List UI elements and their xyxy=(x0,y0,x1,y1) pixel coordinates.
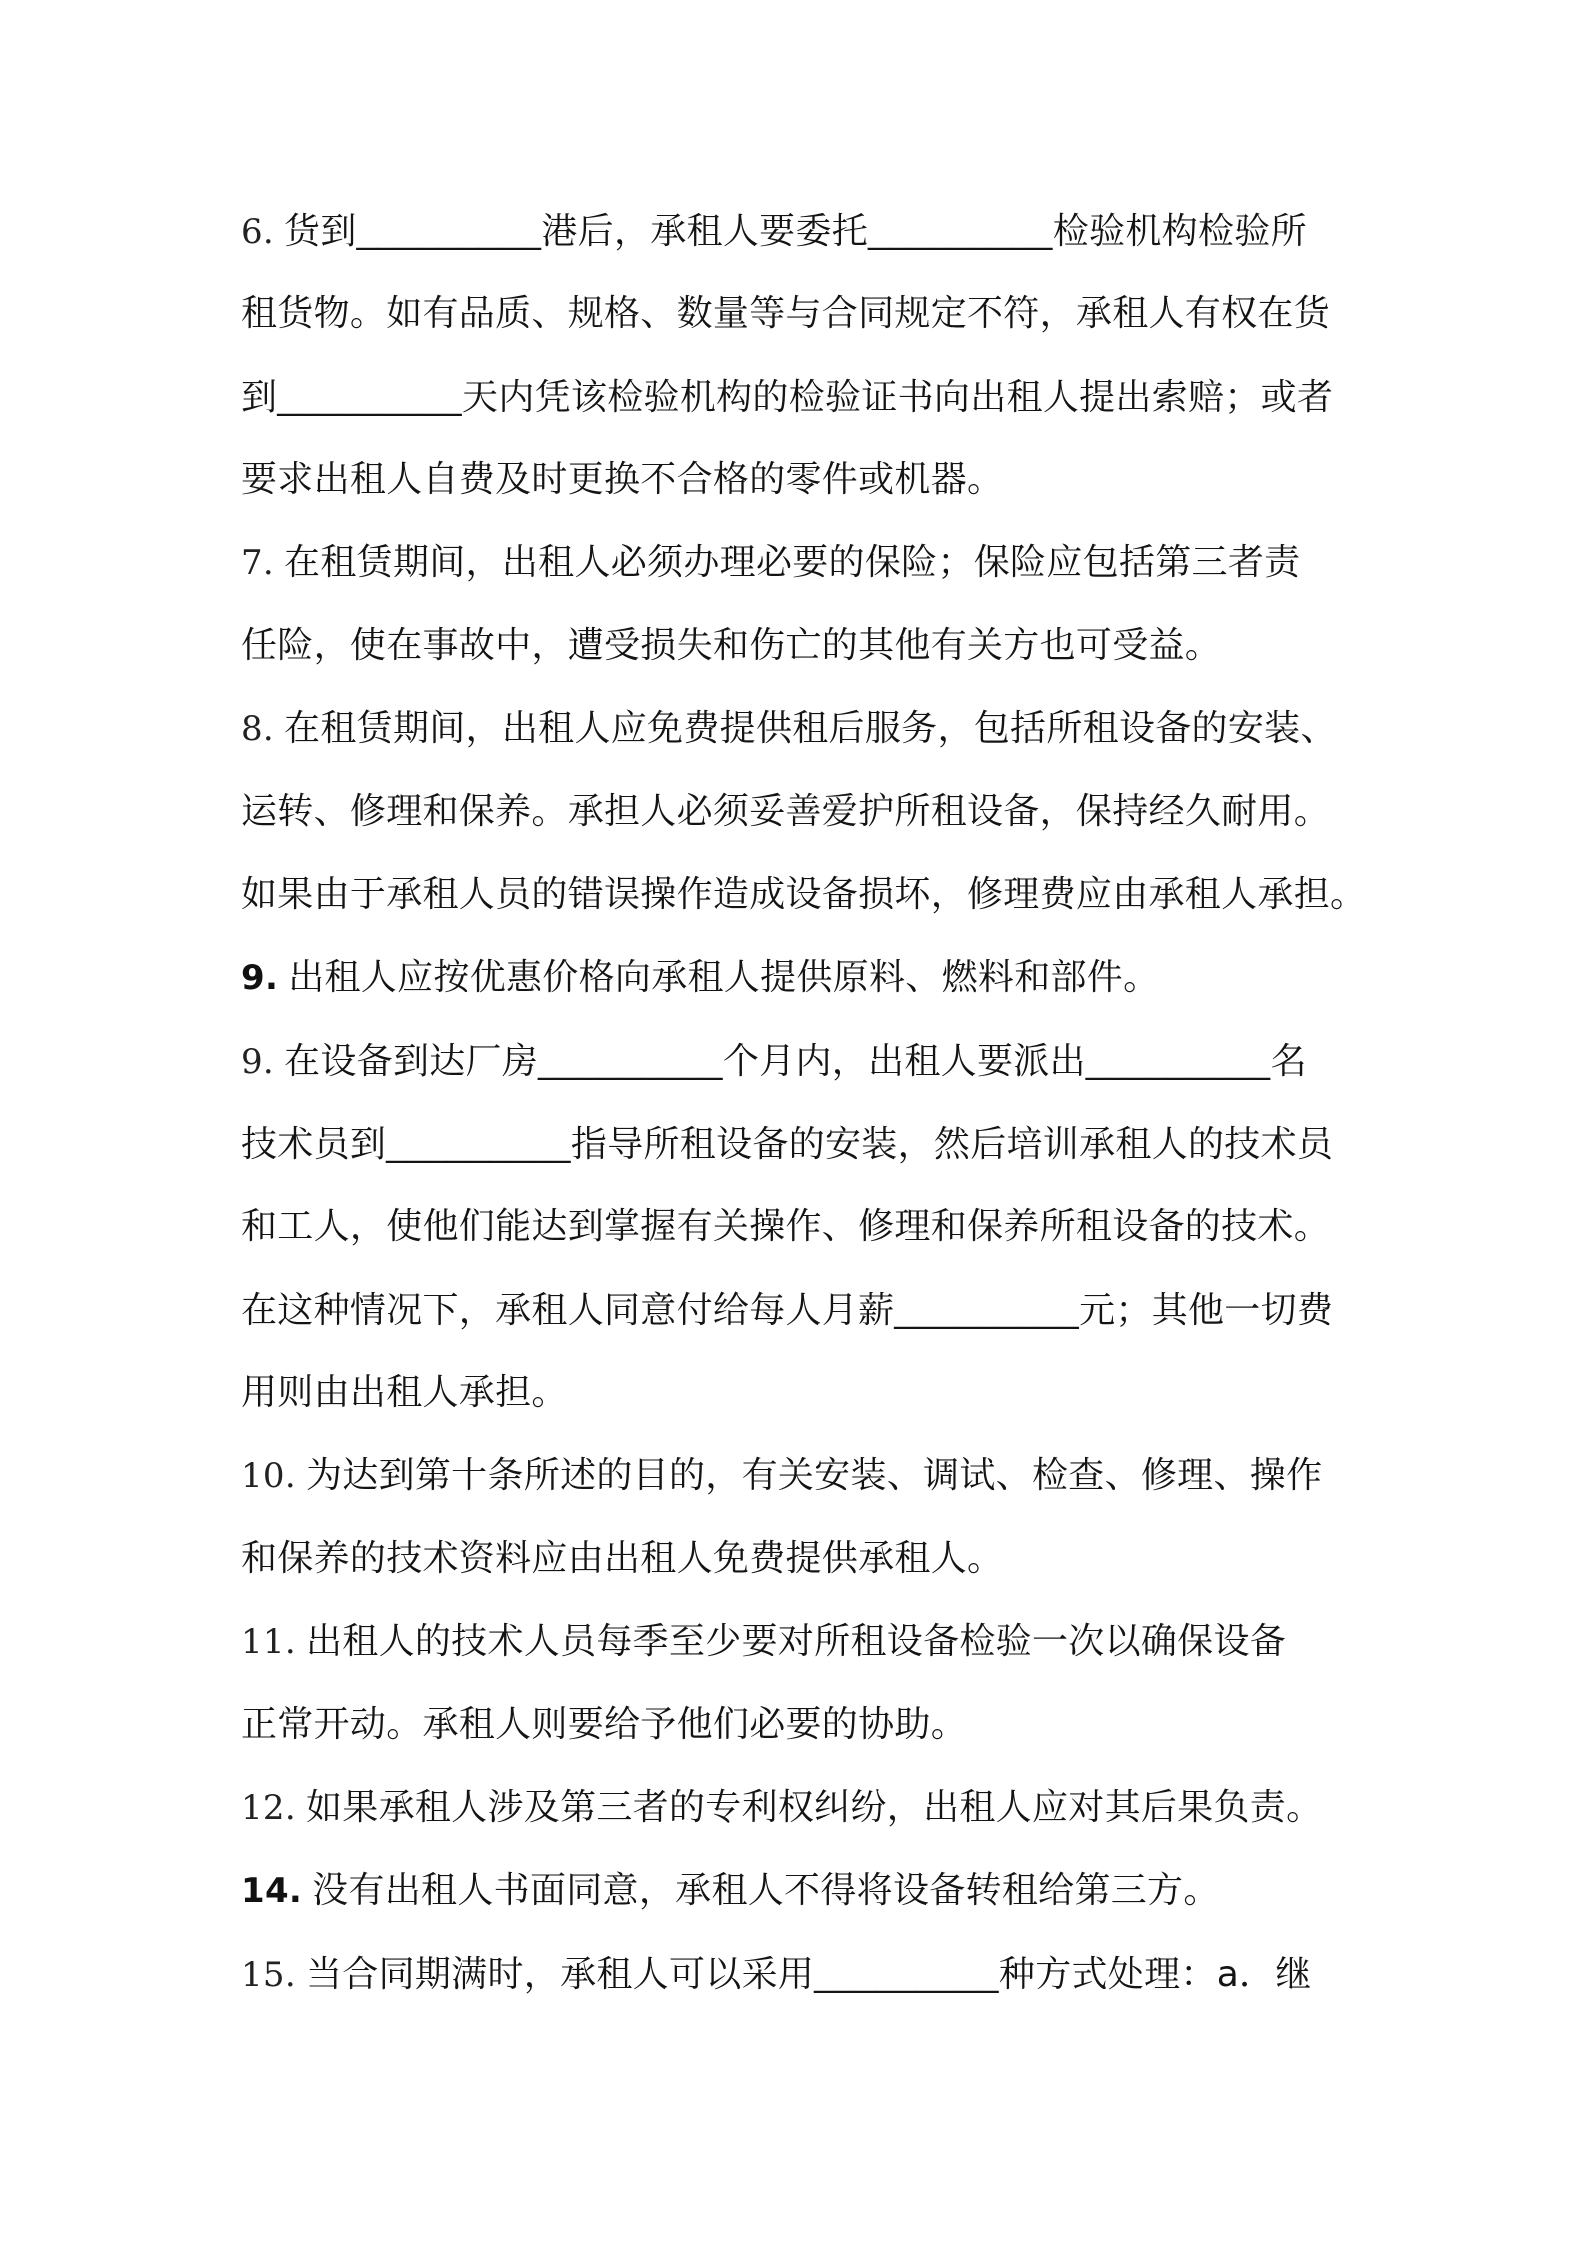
clause-10-line-1 xyxy=(241,1443,1371,1526)
contract-clauses xyxy=(241,198,1371,2024)
clause-text: 到 xyxy=(241,377,278,418)
clause-11-line-2: 正常开动。承租人则要给予他们必要的协助。 xyxy=(241,1704,968,1745)
clause-text: 港后，承租人要委托 xyxy=(541,211,869,252)
clause-text: 技术员到 xyxy=(241,1124,387,1165)
clause-number: 7. xyxy=(241,543,275,583)
clause-number: 11. xyxy=(241,1622,296,1662)
clause-number: 12. xyxy=(241,1788,296,1828)
clause-9b-line-3: 和工人，使他们能达到掌握有关操作、修理和保养所租设备的技术。 xyxy=(241,1206,1331,1247)
clause-number: 6. xyxy=(241,212,275,252)
clause-number: 15. xyxy=(241,1955,296,1995)
clause-text: 没有出租人书面同意，承租人不得将设备转租给第三方。 xyxy=(312,1870,1220,1911)
clause-number: 14. xyxy=(241,1871,303,1911)
clause-text: 货到 xyxy=(284,211,357,252)
clause-text: 如果承租人涉及第三者的专利权纠纷，出租人应对其后果负责。 xyxy=(305,1787,1323,1828)
clause-10-line-2: 和保养的技术资料应由出租人免费提供承租人。 xyxy=(241,1538,1004,1579)
clause-9b-line-1 xyxy=(241,1028,1371,1111)
clause-text: 元；其他一切费 xyxy=(1079,1290,1334,1331)
clause-text: 当合同期满时，承租人可以采用 xyxy=(305,1954,815,1995)
clause-number: 8. xyxy=(241,709,275,749)
clause-text: 种方式处理：a．继 xyxy=(998,1954,1312,1995)
clause-text: 出租人的技术人员每季至少要对所租设备检验一次以确保设备 xyxy=(305,1621,1287,1662)
clause-8-line-3: 如果由于承租人员的错误操作造成设备损坏，修理费应由承租人承担。 xyxy=(241,874,1367,915)
clause-6-line-4: 要求出租人自费及时更换不合格的零件或机器。 xyxy=(241,459,1004,500)
clause-15-line-1 xyxy=(241,1941,1371,2024)
clause-text: 在设备到达厂房 xyxy=(284,1041,539,1082)
clause-12-line-1 xyxy=(241,1775,1371,1858)
clause-8-line-2: 运转、修理和保养。承担人必须妥善爱护所租设备，保持经久耐用。 xyxy=(241,791,1331,832)
fill-in-blank xyxy=(814,1953,999,1994)
clause-6-line-2: 租货物。如有品质、规格、数量等与合同规定不符，承租人有权在货 xyxy=(241,293,1331,334)
clause-8-line-1 xyxy=(241,696,1371,779)
clause-text: 出租人应按优惠价格向承租人提供原料、燃料和部件。 xyxy=(288,957,1160,998)
clause-9a-line-1 xyxy=(241,945,1371,1028)
clause-number: 9. xyxy=(241,958,279,998)
clause-7-line-2: 任险，使在事故中，遭受损失和伤亡的其他有关方也可受益。 xyxy=(241,625,1222,666)
fill-in-blank xyxy=(894,1289,1079,1330)
clause-text: 指导所租设备的安装，然后培训承租人的技术员 xyxy=(570,1124,1334,1165)
fill-in-blank xyxy=(868,210,1053,251)
fill-in-blank xyxy=(277,376,462,417)
clause-text: 名 xyxy=(1270,1041,1307,1082)
clause-11-line-1 xyxy=(241,1609,1371,1692)
clause-number: 9. xyxy=(241,1042,275,1082)
clause-text: 为达到第十条所述的目的，有关安装、调试、检查、修理、操作 xyxy=(305,1455,1323,1496)
clause-9b-line-5: 用则由出租人承担。 xyxy=(241,1372,568,1413)
clause-14-line-1 xyxy=(241,1858,1371,1941)
fill-in-blank xyxy=(1086,1040,1271,1081)
fill-in-blank xyxy=(538,1040,723,1081)
fill-in-blank xyxy=(386,1123,571,1164)
clause-text: 在租赁期间，出租人应免费提供租后服务，包括所租设备的安装、 xyxy=(284,708,1337,749)
clause-6-line-1 xyxy=(241,198,1371,281)
clause-text: 个月内，出租人要派出 xyxy=(722,1041,1086,1082)
clause-text: 在租赁期间，出租人必须办理必要的保险；保险应包括第三者责 xyxy=(284,542,1301,583)
clause-text: 检验机构检验所 xyxy=(1052,211,1307,252)
fill-in-blank xyxy=(357,210,542,251)
clause-text: 天内凭该检验机构的检验证书向出租人提出索赔；或者 xyxy=(462,377,1334,418)
clause-9b-line-2 xyxy=(241,1111,1371,1194)
clause-7-line-1 xyxy=(241,530,1371,613)
clause-text: 在这种情况下，承租人同意付给每人月薪 xyxy=(241,1290,895,1331)
clause-number: 10. xyxy=(241,1456,296,1496)
clause-6-line-3 xyxy=(241,364,1371,447)
clause-9b-line-4 xyxy=(241,1277,1371,1360)
